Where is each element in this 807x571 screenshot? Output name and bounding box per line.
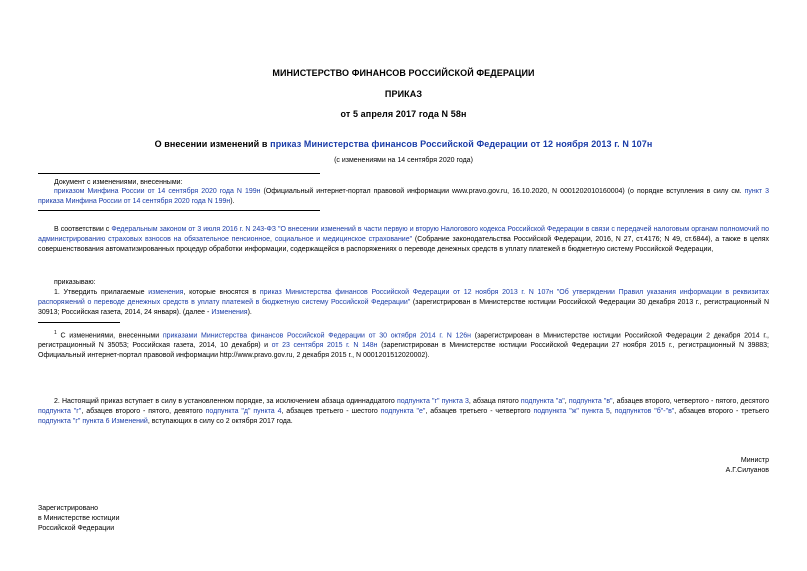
subpoint-link-8[interactable]: подпунктов "б"-"в": [614, 408, 675, 415]
preamble-paragraph: В соответствии с Федеральным законом от 3 июля 2016 г. N 243-ФЗ "О внесении изменений в части первую и вторую Налогового кодекса Российской Федерации в связи с передачей налоговым органам полномочий по администрированию страховых взносов на обязательное пенсионное, социальное и медицинское страхование" (Собрание законодательства Российской Федерации, 2016, N 27, ст.4176; N 49, ст.6844), а также в целях совершенствования автоматизированных процедур обработки информации, содержащейся в распоряжениях о переводе денежных средств в уплату платежей в бюджетную систему Российской Федерации,: [38, 226, 769, 253]
footnote-paragraph: $^1$ С изменениями, внесенными приказами Министерства финансов Российской Федерации от 30 октября 2014 г. N 126н (зарегистрирован в Министерстве юстиции Российской Федерации 2 декабря 2014 г., регистрационный N 35053; Российская газета, 2014, 10 декабря) и от 23 сентября 2015 г. N 148н (зарегистрирован в Министерстве юстиции Российской Федерации 27 ноября 2015 г., регистрационный N 39883; Официальный интернет-портал правовой информации http://www.pravo.gov.ru, 2 декабря 2015 г., N 0001201512020002).: [38, 330, 769, 360]
document-type: ПРИКАЗ: [384, 89, 423, 99]
amendments-bottom-rule: [38, 210, 320, 211]
subpoint-link-4[interactable]: подпункта "г": [38, 408, 82, 415]
changes-link-2[interactable]: Изменения: [211, 309, 248, 316]
title-prefix: О внесении изменений в: [154, 139, 271, 149]
registered-line-2: в Министерстве юстиции: [38, 515, 120, 522]
subpoint-link-7[interactable]: подпункта "ж" пункта 5: [533, 408, 610, 415]
changes-link[interactable]: изменения: [148, 289, 184, 296]
item-1-paragraph: 1. Утвердить прилагаемые изменения, которые вносятся в приказ Министерства финансов Российской Федерации от 12 ноября 2013 г. N 107н "Об утверждении Правил указания информации в реквизитах распоряжений о переводе денежных средств в уплату платежей в бюджетную систему Российской Федерации" (зарегистрирован в Министерстве юстиции Российской Федерации 30 декабря 2013 г., регистрационный N 30913; Российская газета, 2014, 24 января). (далее - Изменения).: [38, 289, 769, 316]
amendment-199n-point3-link[interactable]: пункт 3 приказа Минфина России от 14 сентября 2020 года N 199н: [38, 188, 770, 205]
changes-note: (с изменениями на 14 сентября 2020 года): [334, 157, 473, 164]
footnote-rule: [38, 322, 120, 323]
federal-law-243-link[interactable]: Федеральным законом от 3 июля 2016 г. N 243-ФЗ "О внесении изменений в части первую и вторую Налогового кодекса Российской Федерации в связи с передачей налоговым органам полномочий по администрированию страховых взносов на обязательное пенсионное, социальное и медицинское страхование": [38, 226, 769, 243]
document-title: [0, 139, 807, 149]
subpoint-link-3[interactable]: подпункта "в": [568, 398, 613, 405]
subpoint-link-2[interactable]: подпункта "а": [520, 398, 565, 405]
order-word: приказываю:: [54, 279, 96, 286]
subpoint-link-5[interactable]: подпункта "д" пункта 4: [205, 408, 282, 415]
orders-126n-link[interactable]: приказами Министерства финансов Российской Федерации от 30 октября 2014 г. N 126н: [162, 332, 472, 340]
subpoint-link-6[interactable]: подпункта "е": [380, 408, 426, 415]
order-107n-link[interactable]: приказ Министерства финансов Российской Федерации от 12 ноября 2013 г. N 107н "Об утверждении Правил указания информации в реквизитах распоряжений о переводе денежных средств в уплату платежей в бюджетную систему Российской Федерации": [38, 289, 769, 306]
amendments-text: приказом Минфина России от 14 сентября 2020 года N 199н (Официальный интернет-портал правовой информации www.pravo.gov.ru, 16.10.2020, N 0001202010160004) (о порядке вступления в силу см. пункт 3 приказа Минфина России от 14 сентября 2020 года N 199н).: [38, 188, 770, 205]
registered-line-3: Российской Федерации: [38, 525, 115, 532]
signature-position: Министр: [740, 457, 769, 464]
item-2-paragraph: 2. Настоящий приказ вступает в силу в установленном порядке, за исключением абзаца одиннадцатого подпункта "г" пункта 3, абзаца пятого подпункта "а", подпункта "в", абзацев второго, четвертого - пятого, десятого подпункта "г", абзацев второго - пятого, девятого подпункта "д" пункта 4, абзацев третьего - шестого подпункта "е", абзацев третьего - четвертого подпункта "ж" пункта 5, подпунктов "б"-"в", абзацев второго - третьего подпункта "г" пункта 6 Изменений, вступающих в силу со 2 октября 2017 года.: [38, 398, 769, 425]
amendments-top-rule: [38, 173, 320, 174]
footnote-mark: 1: [54, 330, 57, 336]
subpoint-link-1[interactable]: подпункта "г" пункта 3: [396, 398, 469, 405]
title-order-link[interactable]: приказ Министерства финансов Российской Федерации от 12 ноября 2013 г. N 107н: [270, 139, 653, 149]
document-date-number: от 5 апреля 2017 года N 58н: [340, 109, 467, 119]
registered-line-1: Зарегистрировано: [38, 505, 98, 512]
amendments-heading: Документ с изменениями, внесенными:: [54, 179, 183, 186]
amendment-199n-link[interactable]: приказом Минфина России от 14 сентября 2020 года N 199н: [54, 188, 261, 195]
ministry-heading: МИНИСТЕРСТВО ФИНАНСОВ РОССИЙСКОЙ ФЕДЕРАЦИИ: [272, 68, 535, 78]
signature-name: А.Г.Силуанов: [725, 467, 769, 474]
subpoint-link-9[interactable]: подпункта "г" пункта 6 Изменений: [38, 418, 148, 425]
order-148n-link[interactable]: от 23 сентября 2015 г. N 148н: [271, 342, 378, 350]
